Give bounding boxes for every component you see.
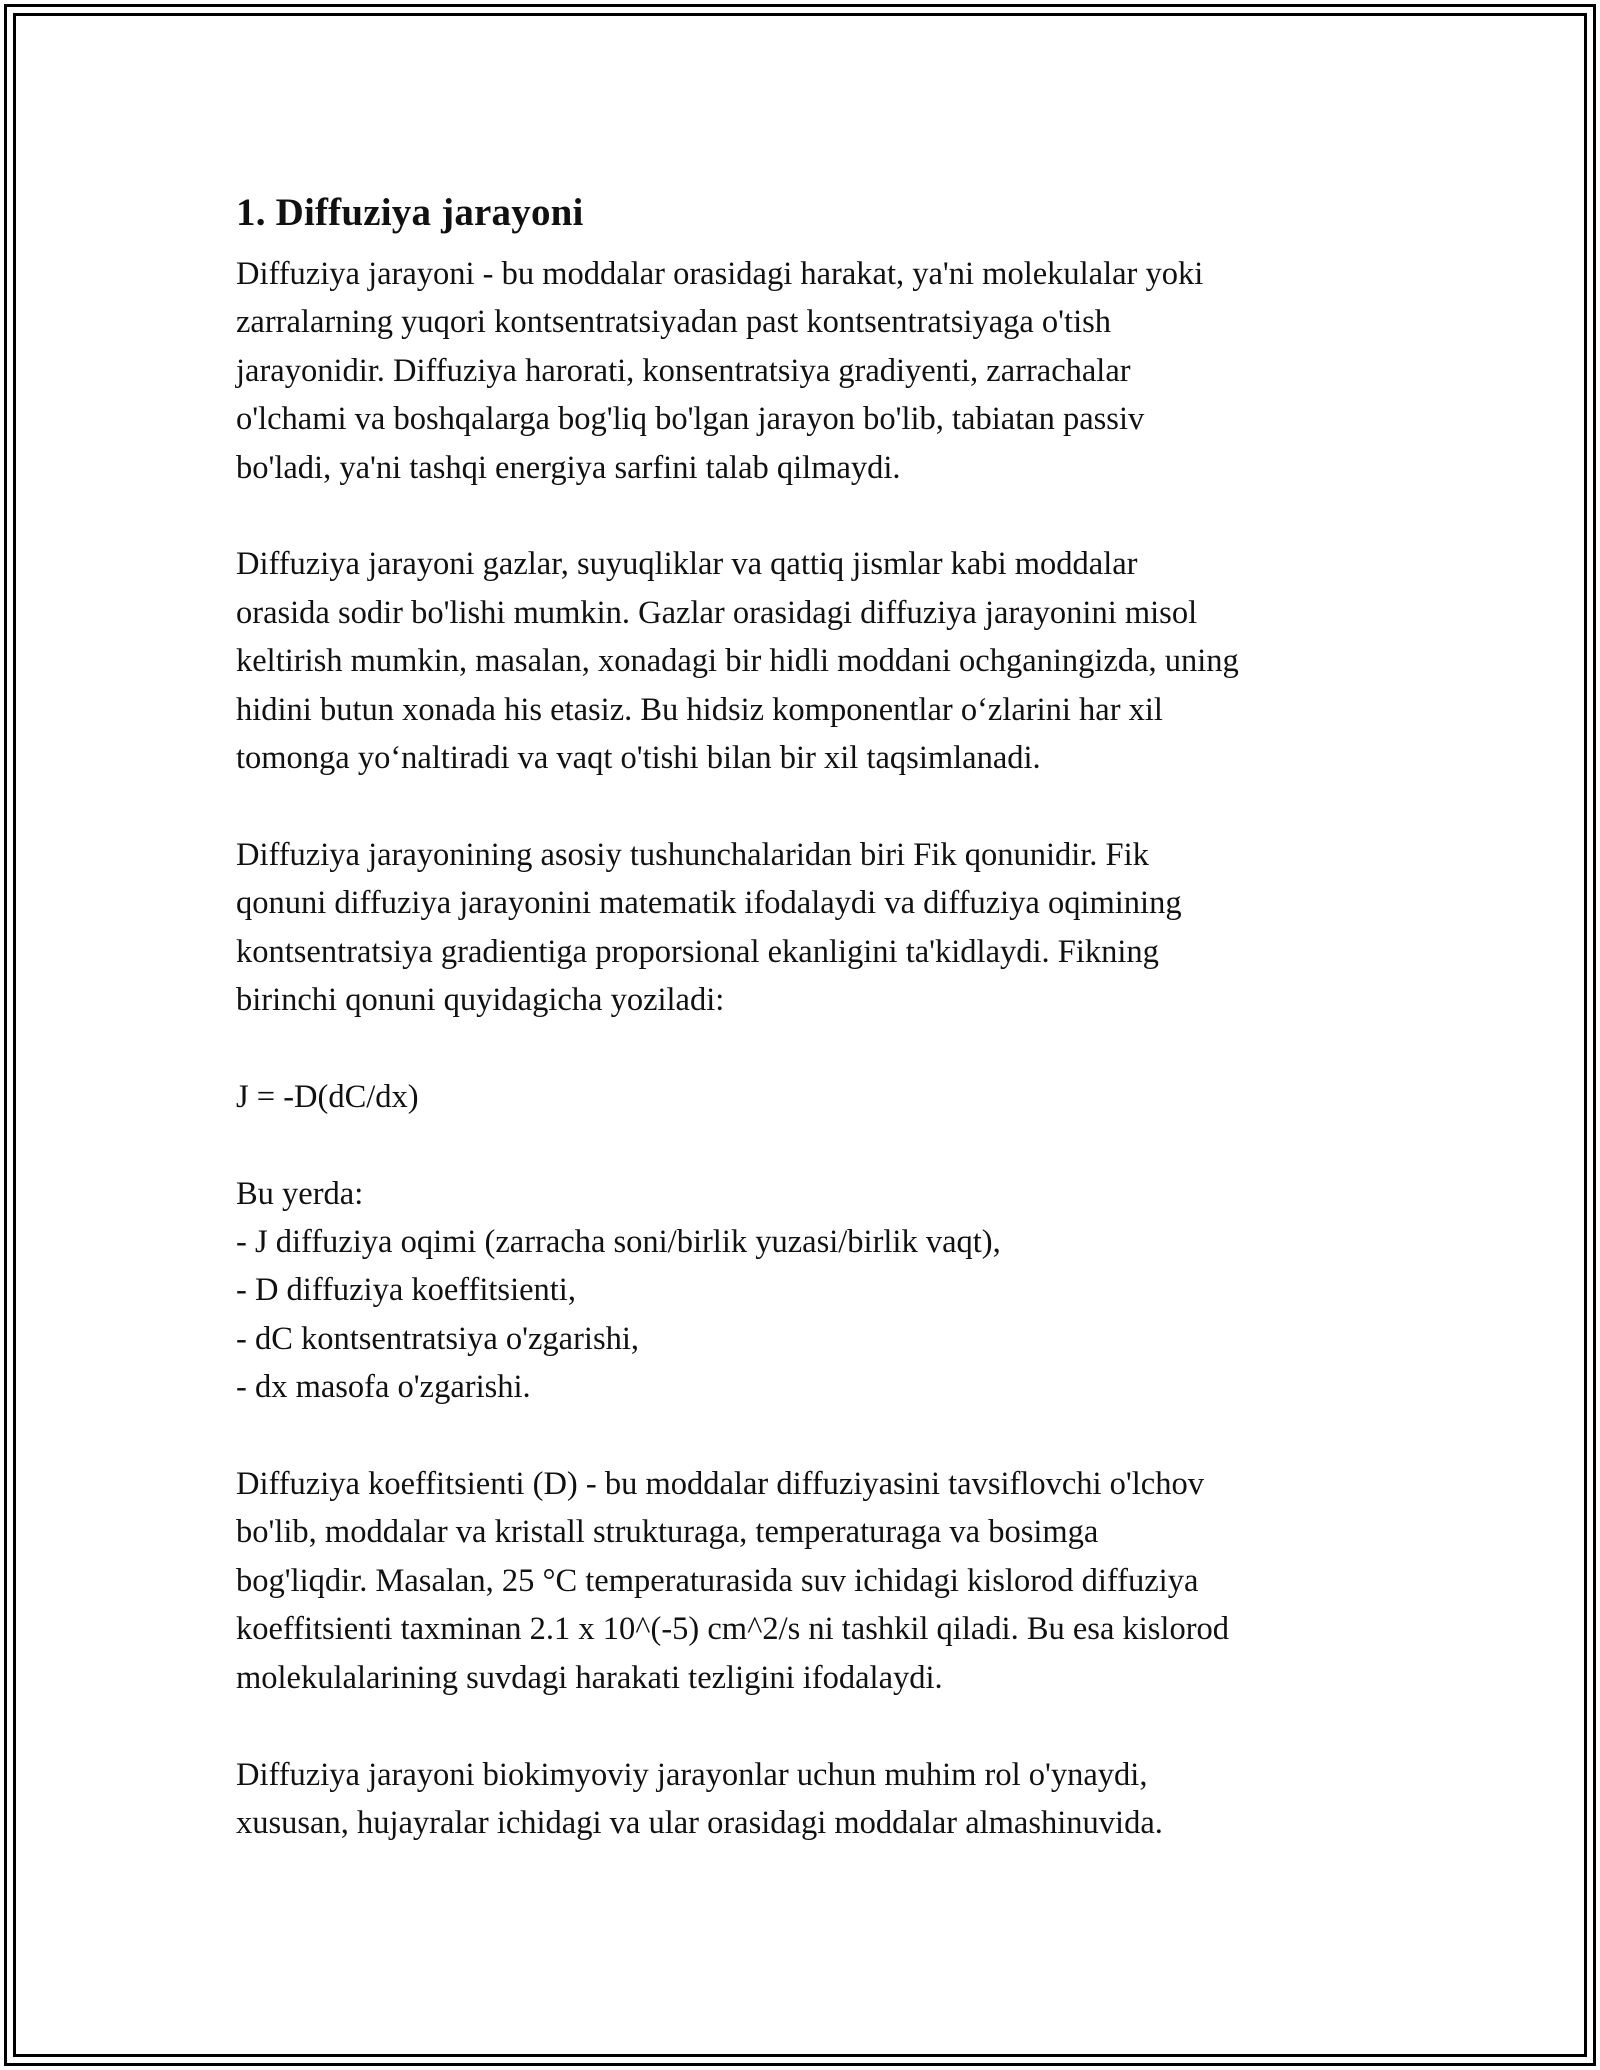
fick-formula: J = -D(dC/dx)	[236, 1078, 419, 1115]
text-line: zarralarning yuqori kontsentratsiyadan past kontsentratsiyaga o'tish	[236, 304, 1111, 341]
paragraph-fick-law	[236, 831, 1386, 1025]
text-line: Diffuziya jarayoni - bu moddalar orasidagi harakat, ya'ni molekulalar yoki	[236, 256, 1204, 292]
text-line: Diffuziya jarayoni gazlar, suyuqliklar va qattiq jismlar kabi moddalar	[236, 546, 1138, 583]
text-line: Diffuziya jarayoni biokimyoviy jarayonlar uchun muhim rol o'ynaydi,	[236, 1756, 1148, 1793]
text-line: bog'liqdir. Masalan, 25 °C temperaturasida suv ichidagi kislorod diffuziya	[236, 1562, 1199, 1599]
document-body	[236, 188, 1386, 1896]
definition-item: - D diffuziya koeffitsienti,	[236, 1272, 576, 1309]
text-line: bo'ladi, ya'ni tashqi energiya sarfini talab qilmaydi.	[236, 449, 901, 486]
definitions-list	[236, 1170, 1386, 1412]
text-line: Diffuziya koeffitsienti (D) - bu moddalar diffuziyasini tavsiflovchi o'lchov	[236, 1466, 1204, 1503]
text-line: hidini butun xonada his etasiz. Bu hidsiz komponentlar o‘zlarini har xil	[236, 691, 1163, 728]
text-line: orasida sodir bo'lishi mumkin. Gazlar orasidagi diffuziya jarayonini misol	[236, 594, 1198, 631]
text-line: qonuni diffuziya jarayonini matematik ifodalaydi va diffuziya oqimining	[236, 885, 1182, 922]
paragraph-biochemistry	[236, 1751, 1386, 1848]
definition-item: - dx masofa o'zgarishi.	[236, 1369, 531, 1406]
text-line: xususan, hujayralar ichidagi va ular orasidagi moddalar almashinuvida.	[236, 1804, 1163, 1841]
text-line: koeffitsienti taxminan 2.1 x 10^(-5) cm^2/s ni tashkil qiladi. Bu esa kislorod	[236, 1611, 1230, 1648]
text-line: tomonga yo‘naltiradi va vaqt o'tishi bilan bir xil taqsimlanadi.	[236, 740, 1041, 777]
definition-item: - dC kontsentratsiya o'zgarishi,	[236, 1320, 639, 1357]
section-title: 1. Diffuziya jarayoni	[236, 191, 584, 234]
text-line: Diffuziya jarayonining asosiy tushunchalaridan biri Fik qonunidir. Fik	[236, 836, 1149, 873]
text-line: molekulalarining suvdagi harakati tezligini ifodalaydi.	[236, 1659, 943, 1696]
text-line: kontsentratsiya gradientiga proporsional ekanligini ta'kidlaydi. Fikning	[236, 933, 1159, 970]
text-line: o'lchami va boshqalarga bog'liq bo'lgan jarayon bo'lib, tabiatan passiv	[236, 401, 1145, 438]
text-line: birinchi qonuni quyidagicha yoziladi:	[236, 982, 725, 1019]
paragraph-examples	[236, 540, 1386, 782]
paragraph-coefficient	[236, 1460, 1386, 1702]
definition-item: - J diffuziya oqimi (zarracha soni/birlik yuzasi/birlik vaqt),	[236, 1224, 1001, 1261]
paragraph-definition	[236, 250, 1386, 492]
text-line: keltirish mumkin, masalan, xonadagi bir hidli moddani ochganingizda, uning	[236, 643, 1239, 680]
text-line: jarayonidir. Diffuziya harorati, konsentratsiya gradiyenti, zarrachalar	[236, 352, 1131, 389]
text-line: bo'lib, moddalar va kristall strukturaga, temperaturaga va bosimga	[236, 1514, 1099, 1551]
definitions-intro: Bu yerda:	[236, 1175, 364, 1212]
